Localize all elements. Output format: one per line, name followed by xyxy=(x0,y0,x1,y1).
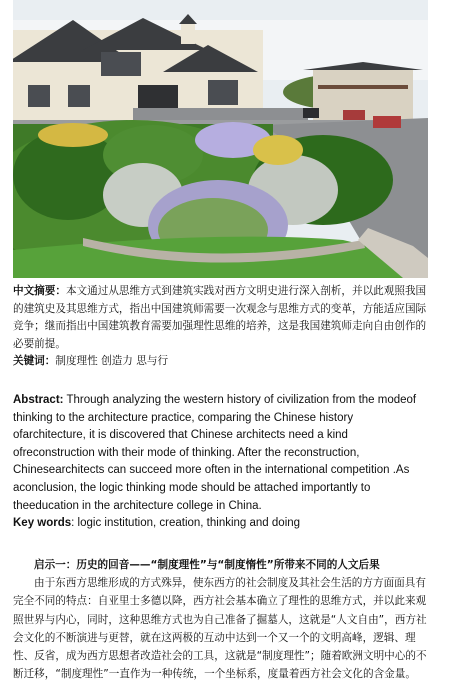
chinese-keywords: 制度理性 创造力 思与行 xyxy=(55,355,169,367)
chinese-abstract xyxy=(13,283,428,371)
english-abstract xyxy=(13,392,428,533)
chinese-keywords-label: 关键词： xyxy=(13,355,56,367)
chinese-abstract-text: 本文通过从思维方式到建筑实践对西方文明史进行深入剖析，并以此观照我国的建筑史及其思维方式，指出中国建筑师需要一次观念与思维方式的变革，方能适应国际竞争；继而指出中国建筑教育需要加强理性思维的培养，这是我国建筑师走向自由创作的必要前提。 xyxy=(13,285,427,350)
english-abstract-label: Abstract: xyxy=(13,394,64,406)
article-photo xyxy=(13,0,428,278)
section-one xyxy=(13,556,428,683)
section-heading: 启示一：历史的回音——“制度理性”与“制度惰性”所带来不同的人文后果 xyxy=(34,559,380,571)
building-with-garden-photo-icon xyxy=(13,0,428,278)
english-abstract-text: Through analyzing the western history of civilization from the modeof thinking to the architecture practice, comparing the Chinese history ofarchitecture, it is discovered that Chinese architects need a kind ofreconstruction with their mode of thinking. After the reconstruction, Chinesearchitects can succeed more often in the international competition .As aconclusion, the logic thinking mode should be attached importantly to theeducation in the architecture college in China. xyxy=(13,394,417,512)
english-keywords-label: Key words xyxy=(13,517,72,530)
section-paragraph: 由于东西方思维形成的方式殊异，使东西方的社会制度及其社会生活的方方面面具有完全不同的特点：自亚里士多德以降，西方社会基本确立了理性的思维方式，并以此来观照世界与内心，同时，这种思维方式也为自己准备了掘墓人，这就是“人文自由”，西方社会文化的不断演进与更替，就在这两极的互动中达到一个又一个的文明高峰，逻辑、理性、反省，成为西方思想者改造社会的工具，这就是“制度理性”；随着欧洲文明中心的不断迁移，“制度理性”一直作为一种传统，一个坐标系，度量着西方社会文化的含金量。 xyxy=(13,577,427,681)
chinese-abstract-label: 中文摘要： xyxy=(13,285,66,297)
english-keywords: : logic institution, creation, thinking and doing xyxy=(71,517,301,530)
